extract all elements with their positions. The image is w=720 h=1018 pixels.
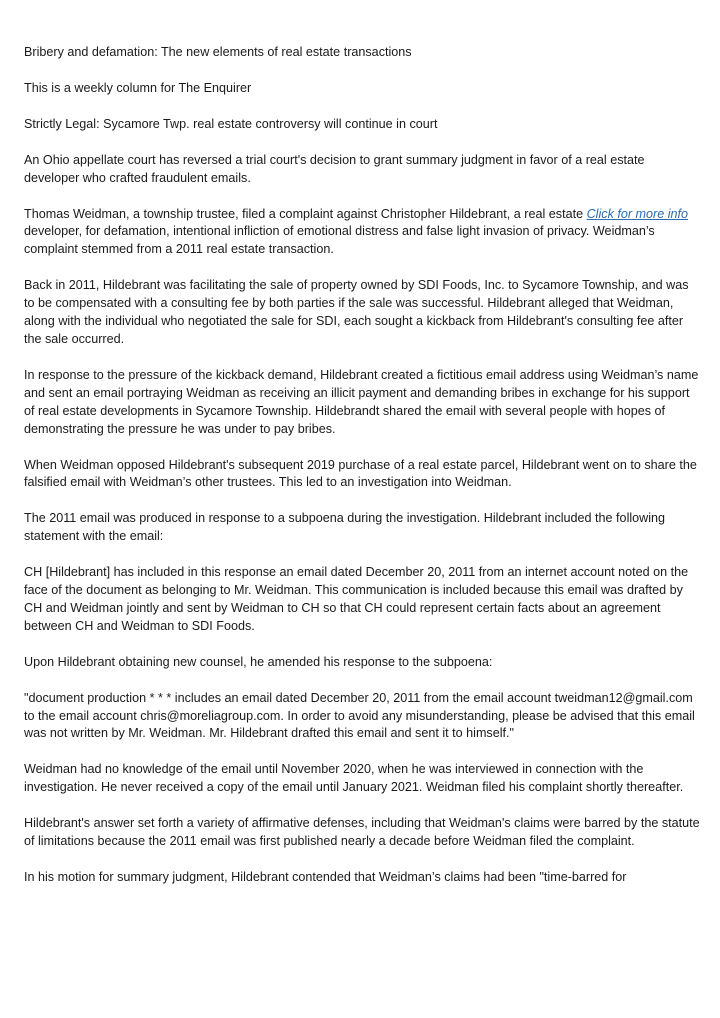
more-info-link[interactable]: Click for more info <box>586 206 689 221</box>
paragraph-7: CH [Hildebrant] has included in this response an email dated December 20, 2011 from an internet account noted on the face of the document as belonging to Mr. Weidman. This communication is included because this email was drafted by CH and Weidman jointly and sent by Weidman to CH so that CH could represent certain facts about an agreement between CH and Weidman to SDI Foods. <box>24 565 689 633</box>
document-subtitle: This is a weekly column for The Enquirer <box>24 80 252 95</box>
paragraph-1: An Ohio appellate court has reversed a trial court's decision to grant summary judgment in favor of a real estate developer who crafted fraudulent emails. <box>24 152 645 185</box>
paragraph-2 <box>24 206 700 260</box>
paragraph-4: In response to the pressure of the kickback demand, Hildebrant created a fictitious email address using Weidman’s name and sent an email portraying Weidman as receiving an illicit payment and demanding bribes in exchange for his support of real estate developments in Sycamore Township. Hildebrandt shared the email with several people with hopes of demonstrating the pressure he was under to pay bribes. <box>24 367 699 436</box>
paragraph-6: The 2011 email was produced in response to a subpoena during the investigation. Hildebrant included the following statement with the email: <box>24 511 666 544</box>
document-headline: Strictly Legal: Sycamore Twp. real estate controversy will continue in court <box>24 116 438 131</box>
paragraph-11: Hildebrant's answer set forth a variety of affirmative defenses, including that Weidman's claims were barred by the statute of limitations because the 2011 email was first published nearly a decade before Weidman filed the complaint. <box>24 816 700 849</box>
paragraph-2-text-end: developer, for defamation, intentional infliction of emotional distress and false light invasion of privacy. Weidman’s complaint stemmed from a 2011 real estate transaction. <box>24 224 655 257</box>
paragraph-10: Weidman had no knowledge of the email until November 2020, when he was interviewed in connection with the investigation. He never received a copy of the email until January 2021. Weidman filed his complaint shortly thereafter. <box>24 762 684 795</box>
paragraph-3: Back in 2011, Hildebrant was facilitating the sale of property owned by SDI Foods, Inc. to Sycamore Township, and was to be compensated with a consulting fee by both parties if the sale was successful. Hildebrant alleged that Weidman, along with the individual who negotiated the sale for SDI, each sought a kickback from Hildebrant's consulting fee after the sale occurred. <box>24 278 689 346</box>
paragraph-5: When Weidman opposed Hildebrant's subsequent 2019 purchase of a real estate parcel, Hildebrant went on to share the falsified email with Weidman’s other trustees. This led to an investigation into Weidman. <box>24 457 697 490</box>
paragraph-2-text-start: Thomas Weidman, a township trustee, filed a complaint against Christopher Hildebrant, a real estate <box>24 206 587 221</box>
paragraph-9: "document production * * * includes an email dated December 20, 2011 from the email account tweidman12@gmail.com to the email account chris@moreliagroup.com. In order to avoid any misunderstanding, please be advised that this email was not written by Mr. Weidman. Mr. Hildebrant drafted this email and sent it to himself." <box>24 690 695 741</box>
paragraph-12: In his motion for summary judgment, Hildebrant contended that Weidman’s claims had been "time-barred for <box>24 870 627 884</box>
document-title: Bribery and defamation: The new elements of real estate transactions <box>24 45 412 59</box>
document-body <box>24 44 700 905</box>
paragraph-8: Upon Hildebrant obtaining new counsel, he amended his response to the subpoena: <box>24 654 493 669</box>
